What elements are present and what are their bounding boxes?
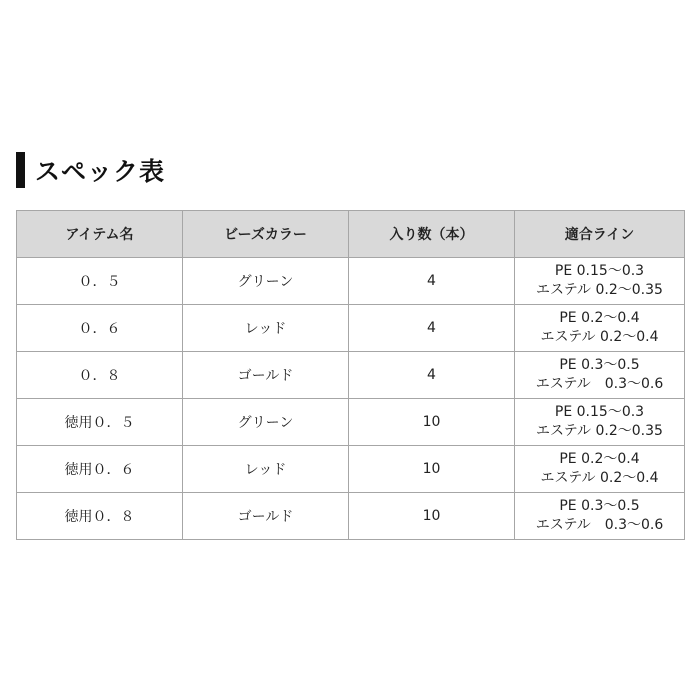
line-pe: PE 0.3〜0.5 — [559, 357, 640, 373]
line-ester: エステル 0.2〜0.4 — [540, 329, 659, 345]
cell-item-name: ０．５ — [17, 258, 183, 305]
line-pe: PE 0.15〜0.3 — [554, 263, 645, 279]
cell-bead-color: レッド — [183, 305, 349, 352]
cell-bead-color: ゴールド — [183, 493, 349, 540]
header-item-name: アイテム名 — [17, 211, 183, 258]
cell-count: 10 — [349, 446, 515, 493]
cell-count: 10 — [349, 399, 515, 446]
header-count: 入り数（本） — [349, 211, 515, 258]
heading-accent-bar — [16, 152, 25, 188]
cell-bead-color: レッド — [183, 446, 349, 493]
line-ester: エステル 0.3〜0.6 — [535, 517, 664, 533]
table-header-row — [17, 211, 685, 258]
line-ester: エステル 0.2〜0.35 — [536, 282, 663, 298]
cell-bead-color: グリーン — [183, 258, 349, 305]
cell-count: 10 — [349, 493, 515, 540]
cell-bead-color: ゴールド — [183, 352, 349, 399]
cell-count: 4 — [349, 352, 515, 399]
cell-item-name: 徳用０．８ — [17, 493, 183, 540]
table-row — [17, 352, 685, 399]
line-pe: PE 0.3〜0.5 — [559, 498, 640, 514]
table-row — [17, 305, 685, 352]
line-pe: PE 0.15〜0.3 — [554, 404, 645, 420]
cell-compatible-line — [515, 399, 685, 446]
cell-compatible-line — [515, 446, 685, 493]
spec-table — [16, 210, 685, 540]
cell-item-name: ０．６ — [17, 305, 183, 352]
table-row — [17, 399, 685, 446]
table-row — [17, 493, 685, 540]
line-pe: PE 0.2〜0.4 — [559, 451, 640, 467]
cell-compatible-line — [515, 258, 685, 305]
line-pe: PE 0.2〜0.4 — [559, 310, 640, 326]
cell-compatible-line — [515, 493, 685, 540]
cell-item-name: 徳用０．６ — [17, 446, 183, 493]
cell-item-name: ０．８ — [17, 352, 183, 399]
cell-count: 4 — [349, 305, 515, 352]
line-ester: エステル 0.2〜0.35 — [536, 423, 663, 439]
line-ester: エステル 0.2〜0.4 — [540, 470, 659, 486]
cell-bead-color: グリーン — [183, 399, 349, 446]
page-title: スペック表 — [35, 157, 166, 186]
cell-item-name: 徳用０．５ — [17, 399, 183, 446]
table-row — [17, 258, 685, 305]
line-ester: エステル 0.3〜0.6 — [535, 376, 664, 392]
header-compatible-line: 適合ライン — [515, 211, 685, 258]
cell-count: 4 — [349, 258, 515, 305]
header-bead-color: ビーズカラー — [183, 211, 349, 258]
cell-compatible-line — [515, 305, 685, 352]
cell-compatible-line — [515, 352, 685, 399]
spec-heading — [16, 150, 165, 190]
table-row — [17, 446, 685, 493]
